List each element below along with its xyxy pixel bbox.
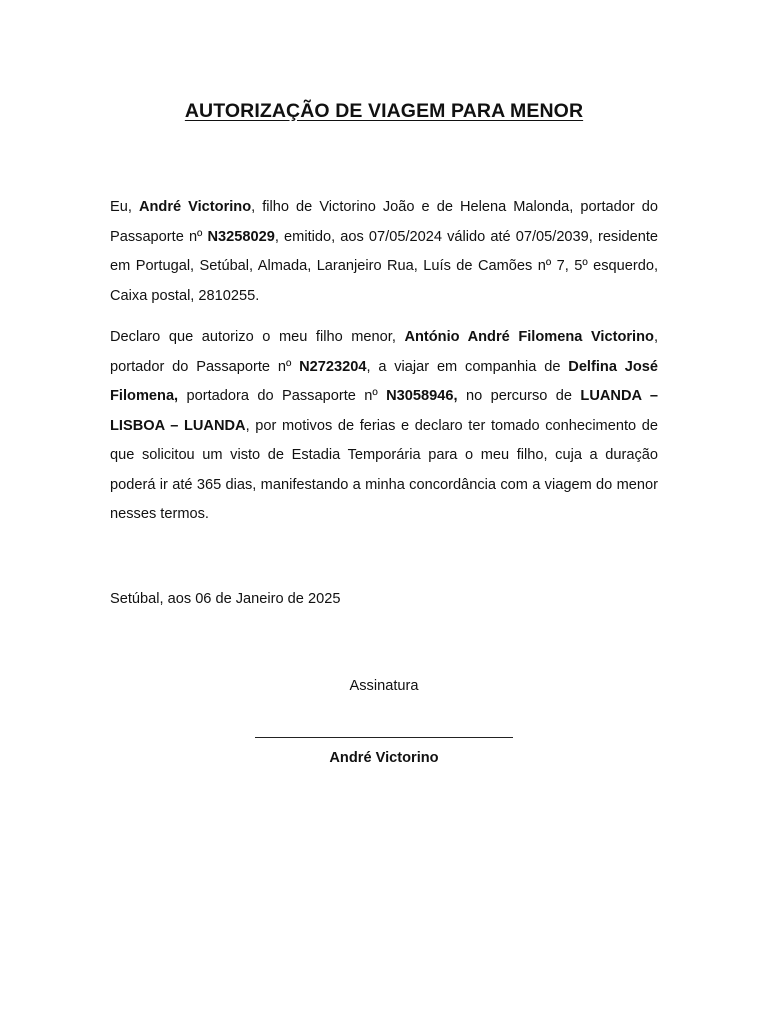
signature-label: Assinatura — [349, 678, 419, 694]
child-name: António André Filomena Victorino — [404, 329, 654, 345]
text-run: , portador do Passaporte nº — [110, 329, 658, 375]
declarant-name: André Victorino — [138, 199, 252, 215]
travel-route: LUANDA – LISBOA – LUANDA — [110, 388, 658, 434]
declarant-passport-number: N3258029 — [207, 228, 275, 245]
text-run: Eu, — [110, 199, 139, 215]
child-passport-number: N2723204 — [299, 358, 367, 375]
declarant-paragraph — [110, 193, 658, 311]
text-run: , emitido, aos 07/05/2024 válido até 07/05/2039, residente em Portugal, Setúbal, Almada, Laranjeiro Rua, Luís de Camões nº 7, 5º esquerdo, Caixa postal, 2810255. — [110, 228, 658, 304]
place-and-date: Setúbal, aos 06 de Janeiro de 2025 — [110, 591, 341, 607]
text-run: , filho de Victorino João e de Helena Malonda, portador do Passaporte nº — [110, 199, 658, 245]
companion-name: Delfina José Filomena, — [110, 358, 659, 404]
text-run: no percurso de — [457, 388, 581, 404]
document-title: AUTORIZAÇÃO DE VIAGEM PARA MENOR — [184, 100, 584, 122]
text-run: , a viajar em companhia de — [366, 358, 569, 375]
text-run: portadora do Passaporte nº — [178, 388, 387, 404]
text-run: , por motivos de ferias e declaro ter tomado conhecimento de que solicitou um visto de Estadia Temporária para o meu filho, cuja a duração poderá ir até 365 dias, manifestando a minha concordância com a viagem do menor nesses termos. — [110, 417, 658, 522]
companion-passport-number: N3058946, — [386, 388, 458, 404]
signer-name: André Victorino — [329, 750, 439, 766]
text-run: Declaro que autorizo o meu filho menor, — [110, 329, 405, 345]
authorization-paragraph — [110, 323, 658, 530]
signature-line — [255, 737, 513, 738]
